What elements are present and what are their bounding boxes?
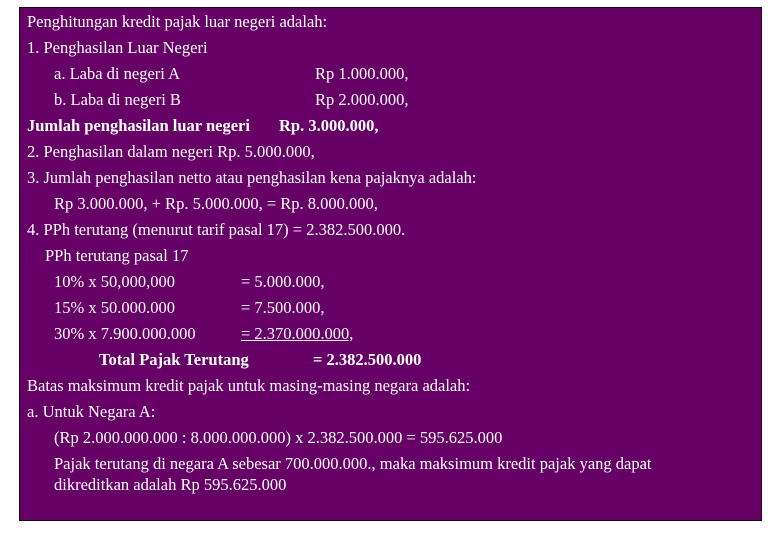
kredit-note-line-1: Pajak terutang di negara A sebesar 700.000.000., maka maksimum kredit pajak yang dapat <box>54 454 652 473</box>
section-4-heading: 4. PPh terutang (menurut tarif pasal 17) = 2.382.500.000. <box>27 220 406 239</box>
kredit-formula: (Rp 2.000.000.000 : 8.000.000.000) x 2.382.500.000 = 595.625.000 <box>54 428 503 447</box>
tarif-row-label: 15% x 50.000.000 <box>54 298 175 317</box>
kredit-note-line-2: dikreditkan adalah Rp 595.625.000 <box>54 475 287 494</box>
section-3-calc: Rp 3.000.000, + Rp. 5.000.000, = Rp. 8.000.000, <box>54 194 378 213</box>
section-2-text: 2. Penghasilan dalam negeri Rp. 5.000.000, <box>27 142 315 161</box>
laba-a-value: Rp 1.000.000, <box>315 64 409 83</box>
laba-a-label: a. Laba di negeri A <box>54 64 180 83</box>
tarif-row-value: = 7.500.000, <box>241 298 325 317</box>
tarif-row-value: = 2.370.000.000, <box>241 324 354 343</box>
section-3-heading: 3. Jumlah penghasilan netto atau penghasilan kena pajaknya adalah: <box>27 168 477 187</box>
section-1-heading: 1. Penghasilan Luar Negeri <box>27 38 208 57</box>
total-luar-negeri-value: Rp. 3.000.000, <box>279 116 379 135</box>
tarif-row-label: 30% x 7.900.000.000 <box>54 324 196 343</box>
slide-panel <box>19 7 762 521</box>
total-luar-negeri-label: Jumlah penghasilan luar negeri <box>27 116 250 135</box>
tarif-row-label: 10% x 50,000,000 <box>54 272 175 291</box>
batas-heading: Batas maksimum kredit pajak untuk masing-masing negara adalah: <box>27 376 471 395</box>
total-pajak-value: = 2.382.500.000 <box>313 350 422 369</box>
laba-b-value: Rp 2.000.000, <box>315 90 409 109</box>
tarif-row-value: = 5.000.000, <box>241 272 325 291</box>
laba-b-label: b. Laba di negeri B <box>54 90 181 109</box>
intro-text: Penghitungan kredit pajak luar negeri adalah: <box>27 12 328 31</box>
pph-subheading: PPh terutang pasal 17 <box>45 246 189 265</box>
total-pajak-label: Total Pajak Terutang <box>99 350 249 369</box>
negara-a-heading: a. Untuk Negara A: <box>27 402 156 421</box>
